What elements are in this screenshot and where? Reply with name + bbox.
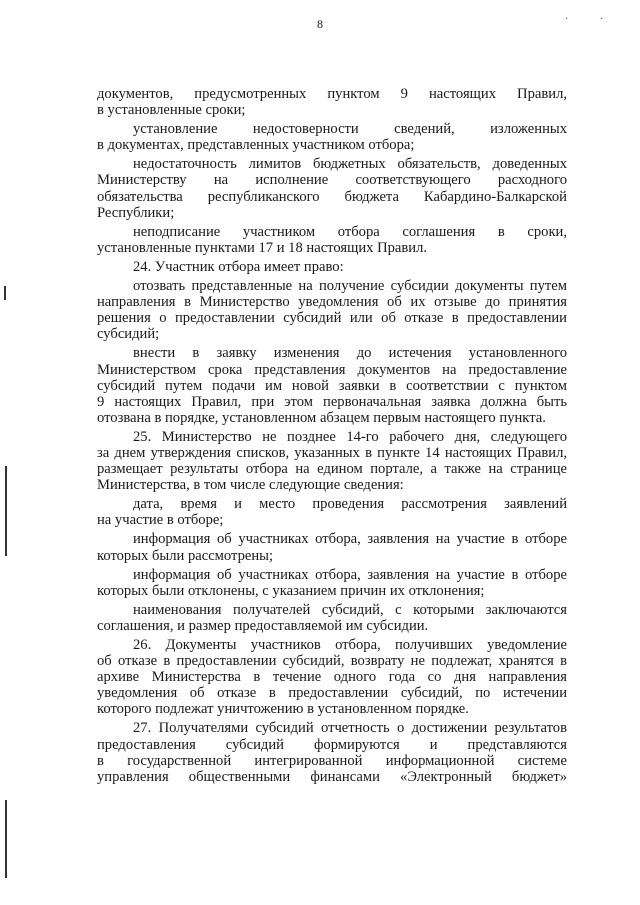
text-line: 26. Документы участников отбора, получивших уведомление xyxy=(133,637,567,653)
text-line: информация об участниках отбора, заявления на участие в отборе xyxy=(133,566,567,583)
text-line: в установленные сроки; xyxy=(97,102,246,119)
scan-mark-1 xyxy=(4,286,6,300)
text-line: Республики; xyxy=(97,204,175,221)
text-line: которых были рассмотрены; xyxy=(97,547,274,564)
text-line: 25. Министерство не позднее 14-го рабочего дня, следующего xyxy=(133,428,567,445)
text-line: субсидий путем подачи им новой заявки в соответствии с пунктом xyxy=(97,377,567,394)
text-line: направления в Министерство уведомления об их отзыве до принятия xyxy=(97,294,567,311)
text-line: предоставления субсидий формируются и представляются xyxy=(97,736,567,753)
text-line: дата, время и место проведения рассмотрения заявлений xyxy=(133,496,567,513)
scan-dot-2: · xyxy=(600,14,604,25)
text-line: внести в заявку изменения до истечения установленного xyxy=(133,345,567,362)
text-line: 24. Участник отбора имеет право: xyxy=(133,258,344,275)
page-number: 8 xyxy=(317,17,323,31)
text-line: на участие в отборе; xyxy=(97,512,224,529)
text-line: обязательства республиканского бюджета Кабардино-Балкарской xyxy=(97,188,567,205)
text-line: Министерства, в том числе следующие сведения: xyxy=(97,477,404,494)
text-line: управления общественными финансами «Электронный бюджет» xyxy=(97,768,567,785)
text-line: Министерству на исполнение соответствующего расходного xyxy=(97,172,567,189)
text-line: информация об участниках отбора, заявления на участие в отборе xyxy=(133,531,567,548)
text-line: 27. Получателями субсидий отчетность о достижении результатов xyxy=(133,720,567,737)
text-line: за днем утверждения списков, указанных в пункте 14 настоящих Правил, xyxy=(97,444,567,461)
text-line: размещает результаты отбора на едином портале, а также на странице xyxy=(97,461,567,478)
scan-mark-2 xyxy=(5,466,7,556)
text-line: в документах, представленных участником отбора; xyxy=(97,137,415,154)
scan-dot-1: · xyxy=(565,14,569,25)
text-line: об отказе в предоставлении субсидий, возврату не подлежат, хранятся в xyxy=(97,653,567,670)
text-line: соглашения, и размер предоставляемой им субсидии. xyxy=(97,617,429,634)
text-line: документов, предусмотренных пунктом 9 настоящих Правил, xyxy=(97,86,567,102)
text-line: установленные пунктами 17 и 18 настоящих Правил. xyxy=(97,239,428,256)
text-line: наименования получателей субсидий, с которыми заключаются xyxy=(133,601,567,618)
text-line: неподписание участником отбора соглашения в сроки, xyxy=(133,223,567,240)
text-line: архиве Министерства в течение одного года со дня направления xyxy=(97,669,567,686)
text-line: недостаточность лимитов бюджетных обязательств, доведенных xyxy=(133,156,567,173)
text-line: которых были отклонены, с указанием причин их отклонения; xyxy=(97,582,485,599)
scan-mark-3 xyxy=(5,800,7,878)
text-line: отозвать представленные на получение субсидии документы путем xyxy=(133,278,567,295)
text-line: субсидий; xyxy=(97,326,160,343)
text-line: 9 настоящих Правил, при этом первоначальная заявка должна быть xyxy=(97,393,567,410)
text-line: Министерством срока представления документов на предоставление xyxy=(97,361,567,378)
text-line: решения о предоставлении субсидий или об отказе в предоставлении xyxy=(97,310,567,327)
text-line: уведомления об отказе в предоставлении субсидий, по истечении xyxy=(97,685,567,702)
text-line: отозвана в порядке, установленном абзацем первым настоящего пункта. xyxy=(97,409,546,426)
text-line: установление недостоверности сведений, изложенных xyxy=(133,121,567,138)
text-line: которого подлежат уничтожению в установленном порядке. xyxy=(97,701,469,718)
document-body xyxy=(97,86,567,785)
text-line: в государственной интегрированной информационной системе xyxy=(97,752,567,769)
